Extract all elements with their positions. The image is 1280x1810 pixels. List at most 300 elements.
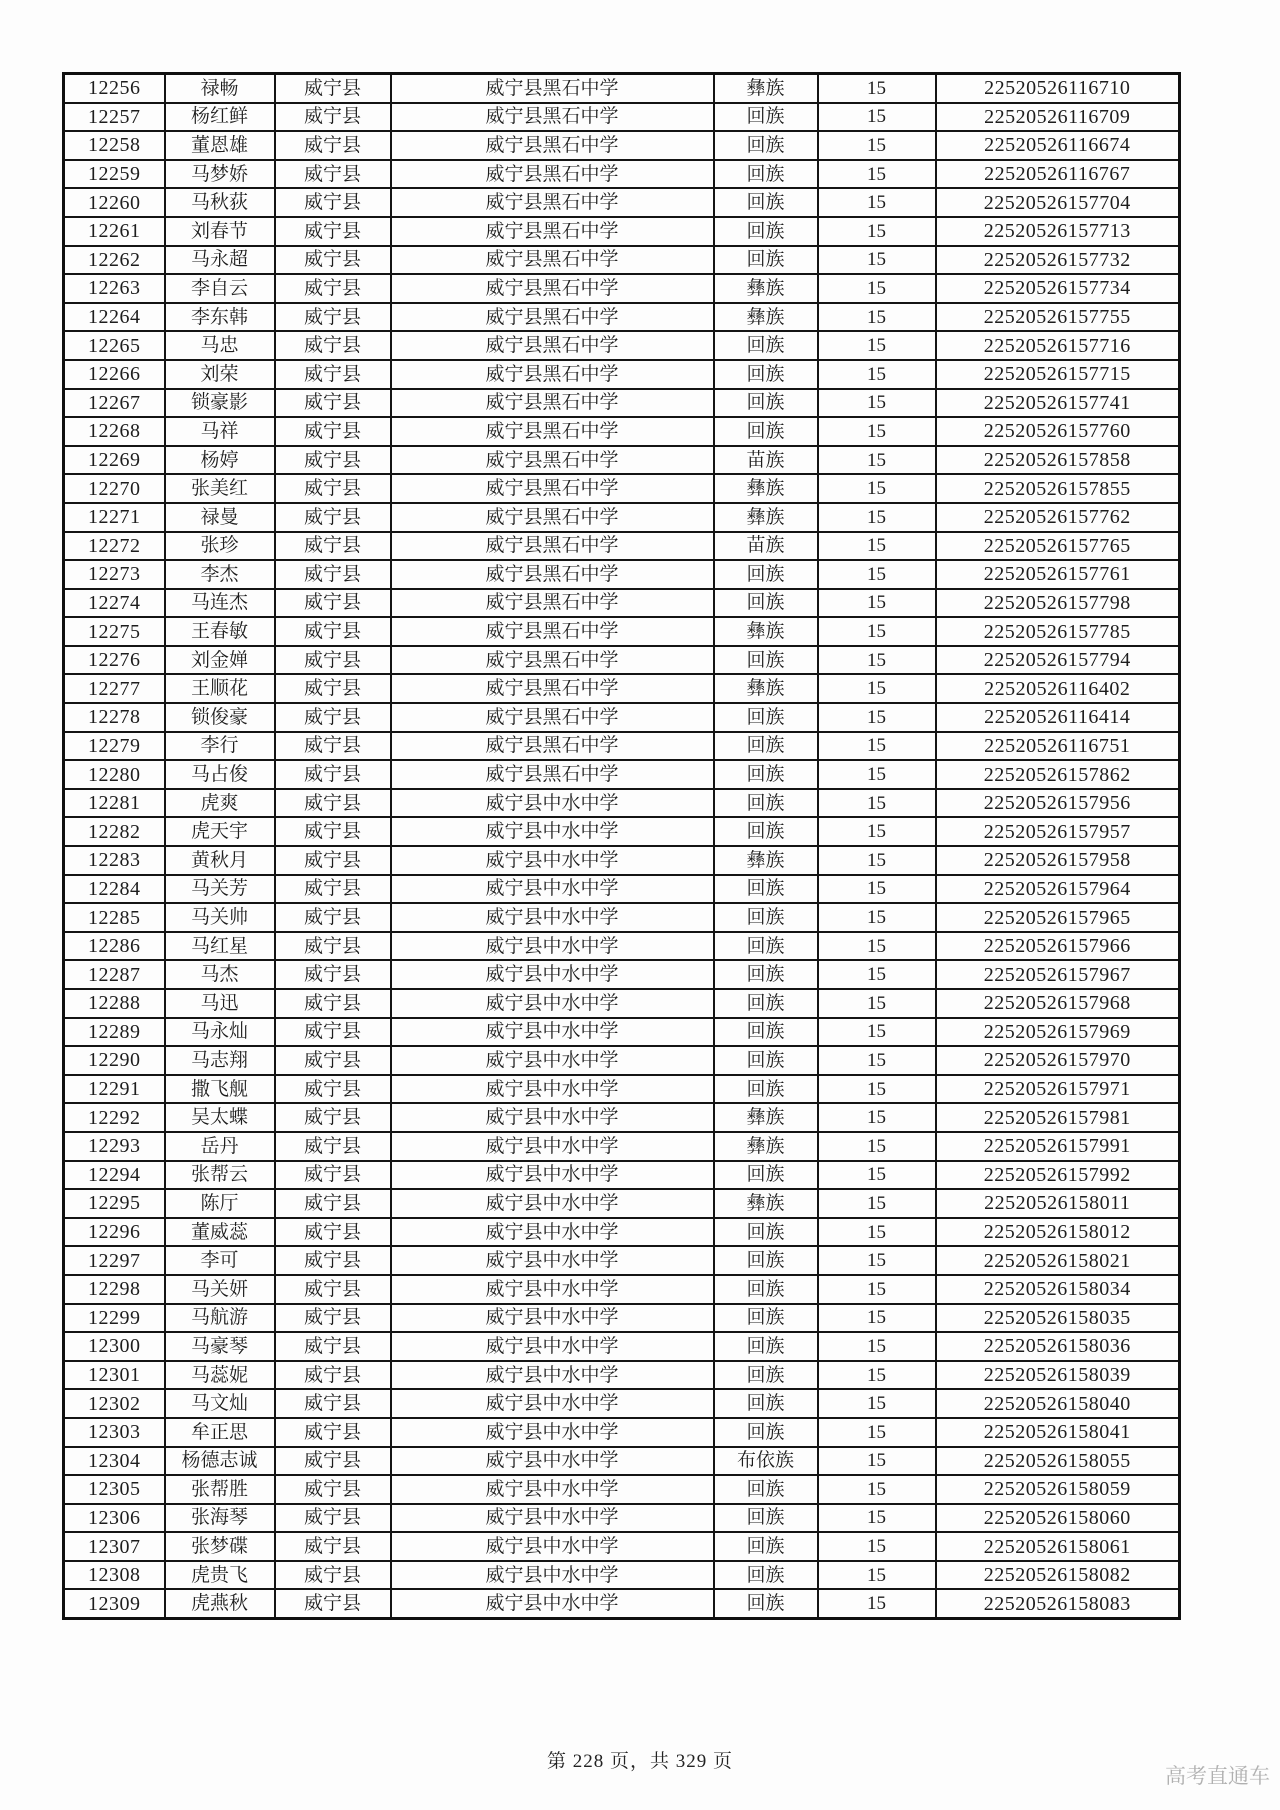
cell-school: 威宁县中水中学 [391, 1189, 714, 1218]
cell-name: 李可 [165, 1246, 275, 1275]
cell-ethnicity: 回族 [714, 1389, 818, 1418]
cell-name: 虎天宇 [165, 817, 275, 846]
cell-school: 威宁县中水中学 [391, 817, 714, 846]
student-roster-table [62, 72, 1181, 1620]
cell-grade: 15 [818, 1389, 936, 1418]
cell-county: 威宁县 [275, 274, 391, 303]
cell-name: 刘荣 [165, 360, 275, 389]
cell-grade: 15 [818, 789, 936, 818]
table-row [64, 1532, 1180, 1561]
cell-county: 威宁县 [275, 932, 391, 961]
cell-school: 威宁县中水中学 [391, 903, 714, 932]
cell-county: 威宁县 [275, 1332, 391, 1361]
cell-county: 威宁县 [275, 617, 391, 646]
cell-school: 威宁县中水中学 [391, 1218, 714, 1247]
cell-school: 威宁县中水中学 [391, 960, 714, 989]
cell-county: 威宁县 [275, 1046, 391, 1075]
cell-exam-number: 22520526158082 [936, 1561, 1180, 1590]
cell-name: 马永超 [165, 246, 275, 275]
cell-name: 陈厅 [165, 1189, 275, 1218]
cell-ethnicity: 回族 [714, 1046, 818, 1075]
cell-grade: 15 [818, 932, 936, 961]
cell-county: 威宁县 [275, 674, 391, 703]
cell-county: 威宁县 [275, 589, 391, 618]
cell-county: 威宁县 [275, 1418, 391, 1447]
cell-serial: 12295 [64, 1189, 165, 1218]
cell-grade: 15 [818, 1132, 936, 1161]
table-row [64, 1246, 1180, 1275]
table-row [64, 503, 1180, 532]
cell-school: 威宁县中水中学 [391, 1275, 714, 1304]
cell-county: 威宁县 [275, 1103, 391, 1132]
cell-ethnicity: 彝族 [714, 503, 818, 532]
table-row [64, 875, 1180, 904]
table-row [64, 389, 1180, 418]
cell-grade: 15 [818, 960, 936, 989]
cell-grade: 15 [818, 131, 936, 160]
cell-county: 威宁县 [275, 1475, 391, 1504]
table-row [64, 1561, 1180, 1590]
cell-ethnicity: 回族 [714, 989, 818, 1018]
cell-school: 威宁县中水中学 [391, 1018, 714, 1047]
cell-exam-number: 22520526157715 [936, 360, 1180, 389]
cell-name: 禄畅 [165, 74, 275, 103]
cell-exam-number: 22520526157862 [936, 760, 1180, 789]
table-row [64, 1075, 1180, 1104]
cell-serial: 12300 [64, 1332, 165, 1361]
cell-ethnicity: 回族 [714, 1589, 818, 1618]
cell-school: 威宁县黑石中学 [391, 503, 714, 532]
cell-school: 威宁县中水中学 [391, 1075, 714, 1104]
cell-name: 李东韩 [165, 303, 275, 332]
cell-exam-number: 22520526157760 [936, 417, 1180, 446]
cell-county: 威宁县 [275, 1504, 391, 1533]
cell-serial: 12293 [64, 1132, 165, 1161]
cell-grade: 15 [818, 617, 936, 646]
cell-grade: 15 [818, 417, 936, 446]
cell-name: 杨红鲜 [165, 103, 275, 132]
cell-exam-number: 22520526157785 [936, 617, 1180, 646]
cell-ethnicity: 回族 [714, 1304, 818, 1333]
cell-exam-number: 22520526158034 [936, 1275, 1180, 1304]
cell-ethnicity: 彝族 [714, 1132, 818, 1161]
cell-ethnicity: 回族 [714, 246, 818, 275]
table-row [64, 789, 1180, 818]
cell-name: 张梦碟 [165, 1532, 275, 1561]
cell-exam-number: 22520526157958 [936, 846, 1180, 875]
cell-county: 威宁县 [275, 646, 391, 675]
cell-county: 威宁县 [275, 160, 391, 189]
table-body [64, 74, 1180, 1619]
cell-name: 岳丹 [165, 1132, 275, 1161]
cell-school: 威宁县黑石中学 [391, 103, 714, 132]
cell-school: 威宁县中水中学 [391, 989, 714, 1018]
cell-name: 刘春节 [165, 217, 275, 246]
cell-school: 威宁县黑石中学 [391, 217, 714, 246]
cell-school: 威宁县黑石中学 [391, 532, 714, 561]
cell-exam-number: 22520526157858 [936, 446, 1180, 475]
cell-grade: 15 [818, 389, 936, 418]
cell-serial: 12287 [64, 960, 165, 989]
cell-exam-number: 22520526157969 [936, 1018, 1180, 1047]
table-row [64, 1275, 1180, 1304]
cell-grade: 15 [818, 360, 936, 389]
table-row [64, 217, 1180, 246]
cell-ethnicity: 回族 [714, 960, 818, 989]
cell-exam-number: 22520526158060 [936, 1504, 1180, 1533]
cell-school: 威宁县黑石中学 [391, 74, 714, 103]
cell-ethnicity: 回族 [714, 589, 818, 618]
cell-ethnicity: 回族 [714, 932, 818, 961]
cell-exam-number: 22520526158035 [936, 1304, 1180, 1333]
cell-ethnicity: 彝族 [714, 474, 818, 503]
cell-name: 张帮云 [165, 1161, 275, 1190]
cell-school: 威宁县中水中学 [391, 1103, 714, 1132]
cell-serial: 12266 [64, 360, 165, 389]
cell-county: 威宁县 [275, 503, 391, 532]
cell-serial: 12268 [64, 417, 165, 446]
cell-grade: 15 [818, 103, 936, 132]
table-row [64, 1218, 1180, 1247]
cell-ethnicity: 回族 [714, 1332, 818, 1361]
cell-exam-number: 22520526116767 [936, 160, 1180, 189]
cell-serial: 12259 [64, 160, 165, 189]
cell-grade: 15 [818, 1103, 936, 1132]
cell-exam-number: 22520526157966 [936, 932, 1180, 961]
cell-county: 威宁县 [275, 1304, 391, 1333]
cell-exam-number: 22520526116751 [936, 732, 1180, 761]
cell-grade: 15 [818, 217, 936, 246]
cell-county: 威宁县 [275, 246, 391, 275]
cell-county: 威宁县 [275, 103, 391, 132]
table-row [64, 303, 1180, 332]
cell-exam-number: 22520526157798 [936, 589, 1180, 618]
cell-school: 威宁县中水中学 [391, 932, 714, 961]
cell-name: 马关妍 [165, 1275, 275, 1304]
cell-name: 马永灿 [165, 1018, 275, 1047]
cell-grade: 15 [818, 1275, 936, 1304]
cell-county: 威宁县 [275, 331, 391, 360]
cell-exam-number: 22520526116710 [936, 74, 1180, 103]
cell-school: 威宁县黑石中学 [391, 188, 714, 217]
cell-county: 威宁县 [275, 960, 391, 989]
cell-county: 威宁县 [275, 360, 391, 389]
table-row [64, 360, 1180, 389]
cell-serial: 12273 [64, 560, 165, 589]
cell-grade: 15 [818, 846, 936, 875]
cell-ethnicity: 彝族 [714, 274, 818, 303]
cell-county: 威宁县 [275, 188, 391, 217]
cell-exam-number: 22520526157964 [936, 875, 1180, 904]
cell-grade: 15 [818, 1418, 936, 1447]
cell-grade: 15 [818, 446, 936, 475]
table-row [64, 703, 1180, 732]
cell-ethnicity: 回族 [714, 1561, 818, 1590]
cell-county: 威宁县 [275, 1275, 391, 1304]
cell-serial: 12265 [64, 331, 165, 360]
cell-school: 威宁县中水中学 [391, 1332, 714, 1361]
cell-ethnicity: 彝族 [714, 303, 818, 332]
cell-school: 威宁县黑石中学 [391, 446, 714, 475]
cell-ethnicity: 布依族 [714, 1447, 818, 1476]
cell-ethnicity: 回族 [714, 1218, 818, 1247]
cell-exam-number: 22520526158036 [936, 1332, 1180, 1361]
table-row [64, 1447, 1180, 1476]
cell-county: 威宁县 [275, 1447, 391, 1476]
cell-school: 威宁县中水中学 [391, 1361, 714, 1390]
cell-serial: 12308 [64, 1561, 165, 1590]
cell-exam-number: 22520526157713 [936, 217, 1180, 246]
cell-grade: 15 [818, 303, 936, 332]
cell-county: 威宁县 [275, 1075, 391, 1104]
cell-county: 威宁县 [275, 560, 391, 589]
cell-school: 威宁县黑石中学 [391, 417, 714, 446]
cell-school: 威宁县黑石中学 [391, 703, 714, 732]
cell-ethnicity: 回族 [714, 417, 818, 446]
cell-ethnicity: 彝族 [714, 74, 818, 103]
cell-name: 马文灿 [165, 1389, 275, 1418]
table-row [64, 103, 1180, 132]
table-row [64, 1475, 1180, 1504]
cell-ethnicity: 回族 [714, 760, 818, 789]
cell-serial: 12274 [64, 589, 165, 618]
cell-serial: 12296 [64, 1218, 165, 1247]
cell-ethnicity: 回族 [714, 360, 818, 389]
cell-serial: 12275 [64, 617, 165, 646]
cell-ethnicity: 回族 [714, 1361, 818, 1390]
cell-name: 黄秋月 [165, 846, 275, 875]
cell-school: 威宁县黑石中学 [391, 131, 714, 160]
cell-grade: 15 [818, 274, 936, 303]
cell-exam-number: 22520526158012 [936, 1218, 1180, 1247]
table-row [64, 331, 1180, 360]
cell-name: 马杰 [165, 960, 275, 989]
cell-grade: 15 [818, 674, 936, 703]
cell-exam-number: 22520526157965 [936, 903, 1180, 932]
cell-grade: 15 [818, 1189, 936, 1218]
table-row [64, 1103, 1180, 1132]
cell-school: 威宁县中水中学 [391, 1561, 714, 1590]
cell-name: 李自云 [165, 274, 275, 303]
cell-grade: 15 [818, 560, 936, 589]
cell-serial: 12301 [64, 1361, 165, 1390]
cell-name: 撒飞舰 [165, 1075, 275, 1104]
cell-county: 威宁县 [275, 903, 391, 932]
cell-ethnicity: 回族 [714, 389, 818, 418]
cell-county: 威宁县 [275, 1161, 391, 1190]
table-row [64, 474, 1180, 503]
cell-ethnicity: 回族 [714, 817, 818, 846]
cell-serial: 12256 [64, 74, 165, 103]
cell-school: 威宁县黑石中学 [391, 246, 714, 275]
cell-exam-number: 22520526158059 [936, 1475, 1180, 1504]
table-row [64, 817, 1180, 846]
cell-exam-number: 22520526158083 [936, 1589, 1180, 1618]
cell-name: 杨婷 [165, 446, 275, 475]
cell-grade: 15 [818, 74, 936, 103]
table-row [64, 1189, 1180, 1218]
cell-school: 威宁县黑石中学 [391, 589, 714, 618]
cell-name: 刘金婵 [165, 646, 275, 675]
cell-ethnicity: 彝族 [714, 617, 818, 646]
cell-school: 威宁县黑石中学 [391, 474, 714, 503]
cell-name: 张帮胜 [165, 1475, 275, 1504]
table-row [64, 74, 1180, 103]
cell-name: 马关芳 [165, 875, 275, 904]
cell-grade: 15 [818, 703, 936, 732]
cell-school: 威宁县黑石中学 [391, 303, 714, 332]
cell-name: 虎爽 [165, 789, 275, 818]
cell-exam-number: 22520526157741 [936, 389, 1180, 418]
table-row [64, 160, 1180, 189]
cell-county: 威宁县 [275, 1389, 391, 1418]
watermark-text: 高考直通车 [1165, 1765, 1270, 1788]
cell-ethnicity: 回族 [714, 1161, 818, 1190]
cell-county: 威宁县 [275, 446, 391, 475]
cell-grade: 15 [818, 1304, 936, 1333]
table-row [64, 903, 1180, 932]
table-row [64, 1332, 1180, 1361]
cell-serial: 12288 [64, 989, 165, 1018]
cell-ethnicity: 苗族 [714, 446, 818, 475]
cell-ethnicity: 回族 [714, 903, 818, 932]
cell-name: 王顺花 [165, 674, 275, 703]
cell-grade: 15 [818, 1504, 936, 1533]
cell-school: 威宁县黑石中学 [391, 160, 714, 189]
cell-county: 威宁县 [275, 989, 391, 1018]
cell-county: 威宁县 [275, 532, 391, 561]
cell-grade: 15 [818, 1018, 936, 1047]
table-row [64, 760, 1180, 789]
cell-ethnicity: 回族 [714, 217, 818, 246]
cell-ethnicity: 回族 [714, 1418, 818, 1447]
table-row [64, 1418, 1180, 1447]
cell-county: 威宁县 [275, 760, 391, 789]
cell-name: 马航游 [165, 1304, 275, 1333]
cell-ethnicity: 彝族 [714, 1189, 818, 1218]
cell-serial: 12282 [64, 817, 165, 846]
cell-school: 威宁县黑石中学 [391, 331, 714, 360]
cell-exam-number: 22520526116402 [936, 674, 1180, 703]
cell-name: 马志翔 [165, 1046, 275, 1075]
cell-grade: 15 [818, 1046, 936, 1075]
cell-serial: 12286 [64, 932, 165, 961]
cell-serial: 12261 [64, 217, 165, 246]
cell-exam-number: 22520526157762 [936, 503, 1180, 532]
cell-name: 李杰 [165, 560, 275, 589]
cell-school: 威宁县中水中学 [391, 1304, 714, 1333]
cell-serial: 12290 [64, 1046, 165, 1075]
cell-county: 威宁县 [275, 846, 391, 875]
table-row [64, 1589, 1180, 1618]
cell-name: 张珍 [165, 532, 275, 561]
cell-grade: 15 [818, 331, 936, 360]
cell-serial: 12258 [64, 131, 165, 160]
cell-school: 威宁县中水中学 [391, 1046, 714, 1075]
cell-serial: 12276 [64, 646, 165, 675]
cell-name: 董威蕊 [165, 1218, 275, 1247]
table-row [64, 846, 1180, 875]
cell-ethnicity: 回族 [714, 646, 818, 675]
table-row [64, 417, 1180, 446]
cell-grade: 15 [818, 1589, 936, 1618]
cell-ethnicity: 回族 [714, 1532, 818, 1561]
table-row [64, 446, 1180, 475]
cell-name: 马迅 [165, 989, 275, 1018]
cell-name: 锁俊豪 [165, 703, 275, 732]
table-row [64, 932, 1180, 961]
cell-serial: 12269 [64, 446, 165, 475]
cell-school: 威宁县黑石中学 [391, 732, 714, 761]
cell-serial: 12271 [64, 503, 165, 532]
cell-grade: 15 [818, 875, 936, 904]
cell-serial: 12299 [64, 1304, 165, 1333]
cell-serial: 12280 [64, 760, 165, 789]
cell-name: 马蕊妮 [165, 1361, 275, 1390]
cell-serial: 12264 [64, 303, 165, 332]
cell-name: 董恩雄 [165, 131, 275, 160]
cell-serial: 12270 [64, 474, 165, 503]
cell-exam-number: 22520526158039 [936, 1361, 1180, 1390]
cell-school: 威宁县黑石中学 [391, 274, 714, 303]
cell-county: 威宁县 [275, 131, 391, 160]
cell-exam-number: 22520526157716 [936, 331, 1180, 360]
cell-county: 威宁县 [275, 1132, 391, 1161]
cell-ethnicity: 彝族 [714, 846, 818, 875]
cell-serial: 12309 [64, 1589, 165, 1618]
cell-name: 马连杰 [165, 589, 275, 618]
cell-name: 虎燕秋 [165, 1589, 275, 1618]
cell-serial: 12257 [64, 103, 165, 132]
cell-school: 威宁县黑石中学 [391, 389, 714, 418]
cell-ethnicity: 回族 [714, 1246, 818, 1275]
cell-county: 威宁县 [275, 1589, 391, 1618]
cell-ethnicity: 回族 [714, 1275, 818, 1304]
table-row [64, 560, 1180, 589]
cell-serial: 12285 [64, 903, 165, 932]
cell-school: 威宁县中水中学 [391, 1132, 714, 1161]
cell-ethnicity: 回族 [714, 703, 818, 732]
cell-exam-number: 22520526157765 [936, 532, 1180, 561]
cell-exam-number: 22520526157794 [936, 646, 1180, 675]
cell-exam-number: 22520526158041 [936, 1418, 1180, 1447]
cell-serial: 12289 [64, 1018, 165, 1047]
cell-ethnicity: 回族 [714, 1075, 818, 1104]
cell-exam-number: 22520526157968 [936, 989, 1180, 1018]
cell-name: 马关帅 [165, 903, 275, 932]
cell-ethnicity: 回族 [714, 160, 818, 189]
table-row [64, 1018, 1180, 1047]
cell-grade: 15 [818, 1561, 936, 1590]
cell-name: 张美红 [165, 474, 275, 503]
cell-grade: 15 [818, 1075, 936, 1104]
cell-name: 李行 [165, 732, 275, 761]
cell-serial: 12263 [64, 274, 165, 303]
cell-school: 威宁县中水中学 [391, 789, 714, 818]
cell-school: 威宁县中水中学 [391, 1532, 714, 1561]
cell-serial: 12292 [64, 1103, 165, 1132]
cell-grade: 15 [818, 589, 936, 618]
cell-ethnicity: 彝族 [714, 1103, 818, 1132]
cell-county: 威宁县 [275, 1246, 391, 1275]
cell-name: 王春敏 [165, 617, 275, 646]
cell-school: 威宁县中水中学 [391, 1246, 714, 1275]
cell-exam-number: 22520526157957 [936, 817, 1180, 846]
cell-county: 威宁县 [275, 474, 391, 503]
cell-grade: 15 [818, 246, 936, 275]
cell-exam-number: 22520526158040 [936, 1389, 1180, 1418]
cell-school: 威宁县黑石中学 [391, 617, 714, 646]
